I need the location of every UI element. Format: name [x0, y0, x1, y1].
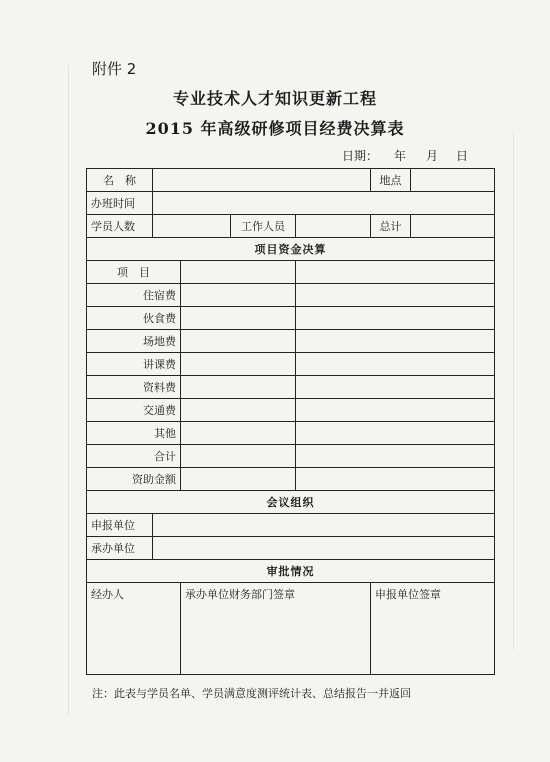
- table-row: [87, 215, 495, 238]
- total-label: 总计: [371, 215, 411, 238]
- applicant-unit-field[interactable]: [153, 514, 495, 537]
- org-header: 会议组织: [87, 491, 495, 514]
- handler-cell[interactable]: [87, 583, 181, 675]
- funds-cell[interactable]: [181, 284, 296, 307]
- title-line-1: 专业技术人才知识更新工程: [172, 89, 377, 108]
- fund-row-label: 伙食费: [87, 307, 181, 330]
- host-unit-label: 承办单位: [87, 537, 153, 560]
- funds-cell[interactable]: [296, 284, 495, 307]
- host-unit-field[interactable]: [153, 537, 495, 560]
- funds-cell[interactable]: [296, 353, 495, 376]
- table-row: [87, 514, 495, 537]
- attachment-label: 附件 2: [92, 60, 137, 78]
- applicant-sign-cell[interactable]: [371, 583, 495, 675]
- applicant-unit-label: 申报单位: [87, 514, 153, 537]
- funds-cell[interactable]: [296, 468, 495, 491]
- table-row: [87, 330, 495, 353]
- funds-cell[interactable]: [296, 422, 495, 445]
- fund-row-label: 交通费: [87, 399, 181, 422]
- location-field[interactable]: [411, 169, 495, 192]
- funds-cell[interactable]: [181, 307, 296, 330]
- fund-row-label: 其他: [87, 422, 181, 445]
- approval-header: 审批情况: [87, 560, 495, 583]
- items-label: 项 目: [87, 261, 181, 284]
- date-label: 日期：: [342, 149, 379, 163]
- funds-cell[interactable]: [296, 399, 495, 422]
- name-label: 名 称: [87, 169, 153, 192]
- funds-cell[interactable]: [181, 330, 296, 353]
- date-month: 月: [426, 149, 439, 163]
- applicant-sign-label: 申报单位签章: [375, 588, 441, 601]
- finance-sign-cell[interactable]: [181, 583, 371, 675]
- name-field[interactable]: [153, 169, 371, 192]
- table-row: [87, 353, 495, 376]
- students-label: 学员人数: [87, 215, 153, 238]
- funds-cell[interactable]: [181, 399, 296, 422]
- finance-sign-label: 承办单位财务部门签章: [185, 588, 295, 601]
- table-row: [87, 261, 495, 284]
- date-day: 日: [456, 149, 469, 163]
- title-line-2: 2015 年高级研修项目经费决算表: [145, 119, 405, 138]
- funds-cell[interactable]: [296, 376, 495, 399]
- funds-cell[interactable]: [296, 445, 495, 468]
- students-field[interactable]: [153, 215, 231, 238]
- funds-cell[interactable]: [181, 468, 296, 491]
- fund-row-label: 合计: [87, 445, 181, 468]
- table-row: [87, 376, 495, 399]
- table-row: [87, 192, 495, 215]
- handler-label: 经办人: [91, 588, 124, 601]
- funds-cell[interactable]: [296, 330, 495, 353]
- fund-row-label: 资料费: [87, 376, 181, 399]
- expense-form-table: [86, 168, 495, 675]
- date-year: 年: [394, 149, 407, 163]
- time-field[interactable]: [153, 192, 495, 215]
- table-row: [87, 422, 495, 445]
- fund-row-label: 住宿费: [87, 284, 181, 307]
- scan-margin-artifact: [8, 65, 69, 715]
- table-row: [87, 307, 495, 330]
- location-label: 地点: [371, 169, 411, 192]
- date-line: [342, 147, 468, 164]
- funds-cell[interactable]: [181, 445, 296, 468]
- table-row: [87, 238, 495, 261]
- fund-row-label: 资助金额: [87, 468, 181, 491]
- table-row: [87, 537, 495, 560]
- table-row: [87, 169, 495, 192]
- fund-row-label: 讲课费: [87, 353, 181, 376]
- staff-field[interactable]: [296, 215, 371, 238]
- time-label: 办班时间: [87, 192, 153, 215]
- funds-cell[interactable]: [181, 353, 296, 376]
- table-row: [87, 284, 495, 307]
- funds-header: 项目资金决算: [87, 238, 495, 261]
- table-row: [87, 560, 495, 583]
- table-row: [87, 399, 495, 422]
- table-row: [87, 468, 495, 491]
- total-field[interactable]: [411, 215, 495, 238]
- staff-label: 工作人员: [231, 215, 296, 238]
- funds-cell[interactable]: [181, 376, 296, 399]
- funds-cell[interactable]: [181, 261, 296, 284]
- scan-margin-artifact: [513, 130, 544, 650]
- table-row: [87, 583, 495, 675]
- funds-cell[interactable]: [296, 261, 495, 284]
- fund-row-label: 场地费: [87, 330, 181, 353]
- table-row: [87, 445, 495, 468]
- funds-cell[interactable]: [296, 307, 495, 330]
- funds-cell[interactable]: [181, 422, 296, 445]
- footnote: 注：此表与学员名单、学员满意度测评统计表、总结报告一并返回: [92, 687, 411, 700]
- table-row: [87, 491, 495, 514]
